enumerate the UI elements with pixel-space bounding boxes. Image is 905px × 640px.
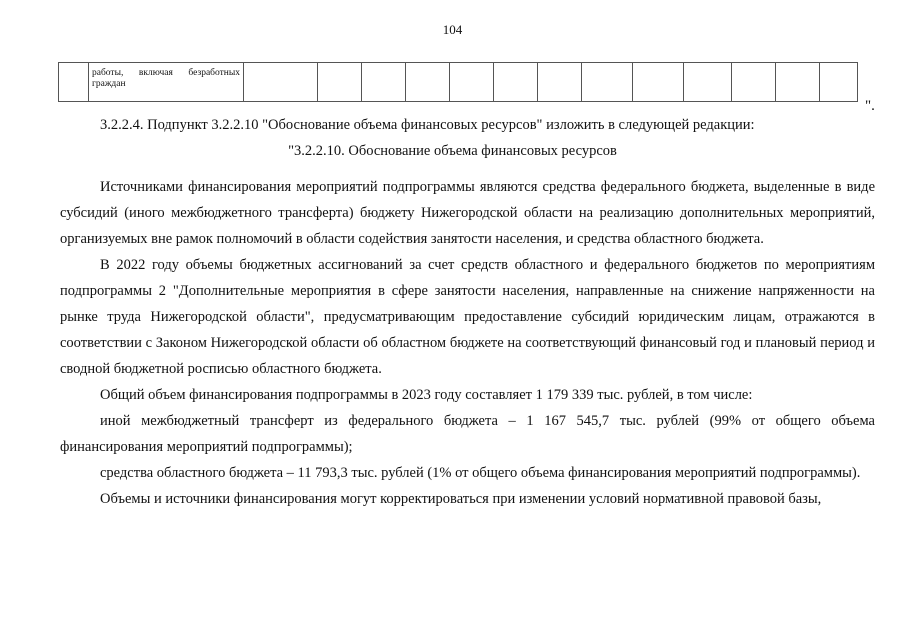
cell-text-line2: граждан bbox=[92, 79, 126, 89]
table-cell bbox=[776, 63, 820, 102]
table-cell bbox=[494, 63, 538, 102]
table-cell bbox=[59, 63, 89, 102]
section-heading: "3.2.2.10. Обоснование объема финансовых ресурсов bbox=[288, 143, 617, 159]
table-cell-description bbox=[89, 63, 244, 102]
body-text bbox=[60, 174, 875, 512]
paragraph-funding-sources: Источниками финансирования мероприятий подпрограммы являются средства федерального бюджета, выделенные в виде субсидий (иного межбюджетного трансферта) бюджету Нижегородской области на реализацию дополнительных мероприятий, организуемых вне рамок полномочий в области содействия занятости населения, и средства областного бюджета. bbox=[60, 179, 875, 247]
paragraph-2022-allocations: В 2022 году объемы бюджетных ассигнований за счет средств областного и федерального бюджетов по мероприятиям подпрограммы 2 "Дополнительные мероприятия в сфере занятости населения, направленные на снижение напряженности на рынке труда Нижегородской области", предусматривающим предоставление субсидий юридическим лицам, отражаются в соответствии с Законом Нижегородской области об областном бюджете на соответствующий финансовый год и плановый период и сводной бюджетной росписью областного бюджета. bbox=[60, 257, 875, 377]
paragraph-adjustments: Объемы и источники финансирования могут корректироваться при изменении условий нормативной правовой базы, bbox=[100, 491, 822, 507]
table-cell bbox=[244, 63, 318, 102]
table-cell bbox=[820, 63, 858, 102]
paragraph-total-2023: Общий объем финансирования подпрограммы в 2023 году составляет 1 179 339 тыс. рублей, в том числе: bbox=[100, 387, 753, 403]
closing-quote: ". bbox=[865, 98, 875, 114]
paragraph-regional-budget: средства областного бюджета – 11 793,3 тыс. рублей (1% от общего объема финансирования мероприятий подпрограммы). bbox=[100, 465, 861, 481]
table-cell bbox=[362, 63, 406, 102]
amendment-instruction-block bbox=[60, 112, 875, 138]
table-cell bbox=[450, 63, 494, 102]
paragraph-federal-transfer: иной межбюджетный трансферт из федерального бюджета – 1 167 545,7 тыс. рублей (99% от общего объема финансирования мероприятий подпрограммы); bbox=[60, 413, 875, 455]
cell-text-line1: работы, включая безработных bbox=[92, 68, 240, 78]
table-cell bbox=[406, 63, 450, 102]
table-cell bbox=[318, 63, 362, 102]
table-row bbox=[59, 63, 858, 102]
table-cell bbox=[732, 63, 776, 102]
page-number: 104 bbox=[442, 22, 463, 37]
table-cell bbox=[582, 63, 633, 102]
table-cell bbox=[538, 63, 582, 102]
budget-table-fragment bbox=[58, 62, 858, 102]
table-cell bbox=[633, 63, 684, 102]
amendment-instruction: 3.2.2.4. Подпункт 3.2.2.10 "Обоснование объема финансовых ресурсов" изложить в следующей редакции: bbox=[100, 117, 755, 133]
table-cell bbox=[684, 63, 732, 102]
